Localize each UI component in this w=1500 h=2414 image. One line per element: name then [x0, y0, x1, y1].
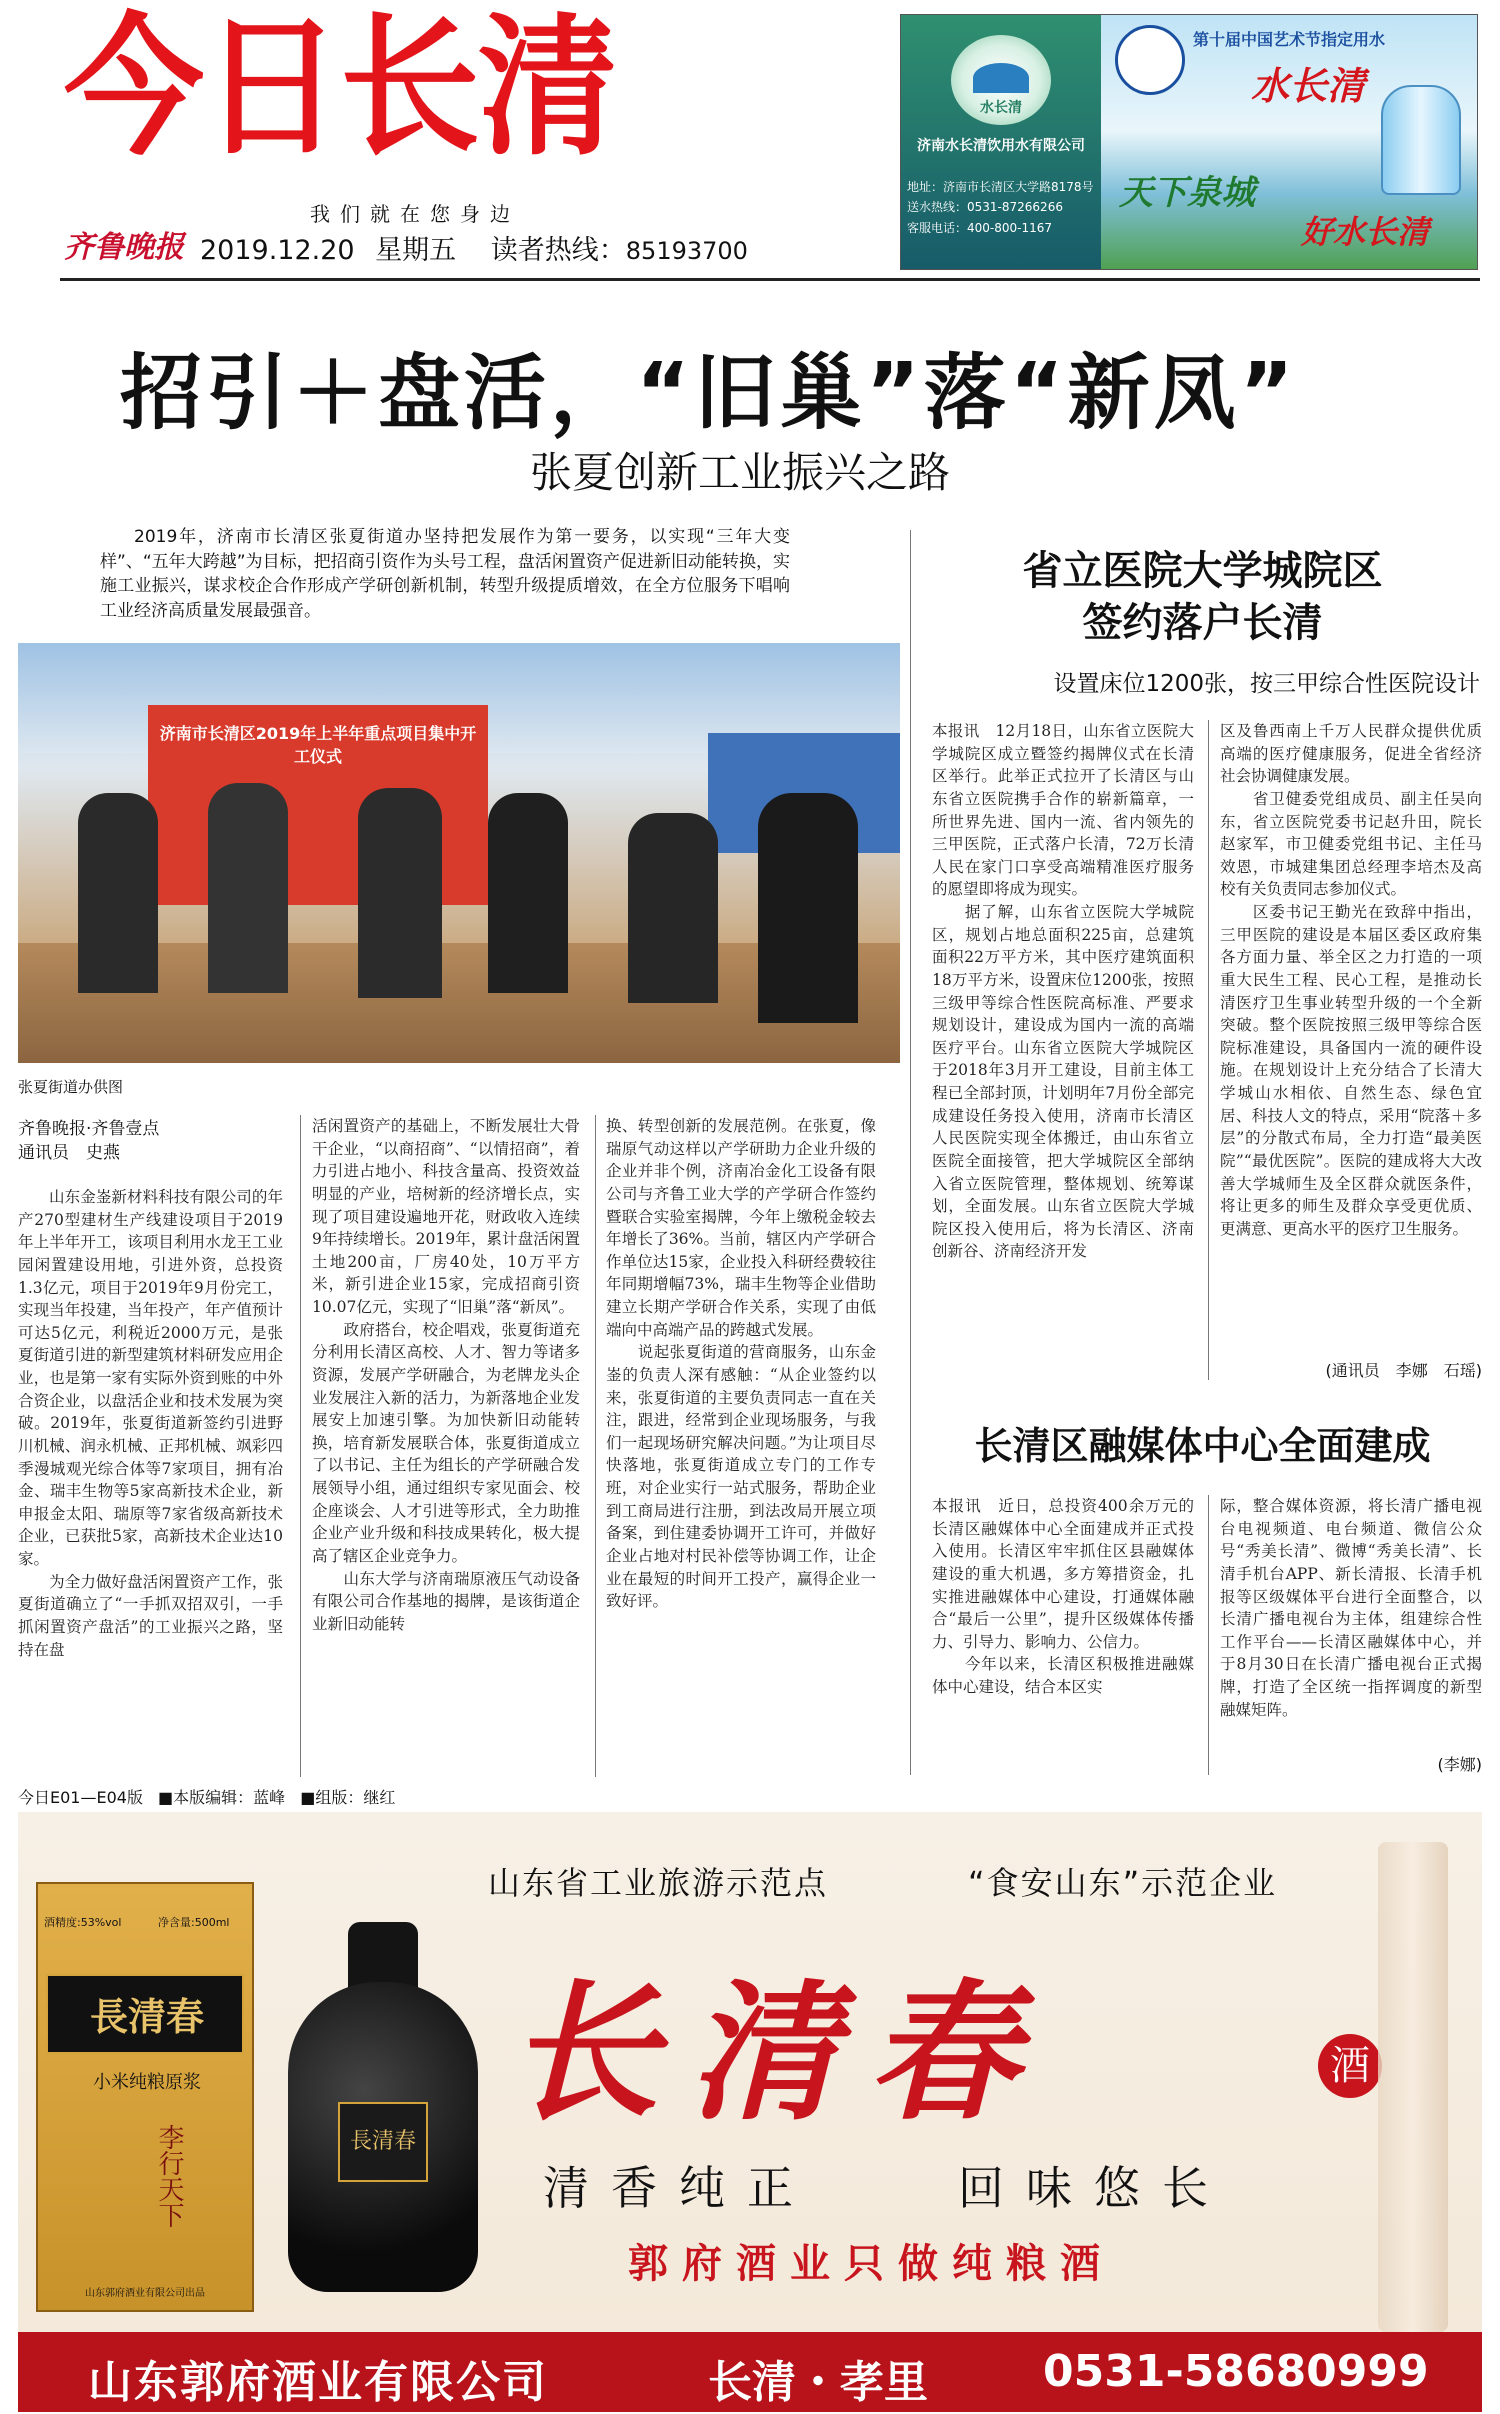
- edition-editor: ■本版编辑：蓝峰: [158, 1788, 286, 1807]
- water-logo-icon: [951, 35, 1051, 125]
- water-ad-scene-panel: [1101, 15, 1478, 270]
- address-label: 地址：: [907, 180, 944, 194]
- ad-brand-name: 长清春: [508, 1965, 1049, 2141]
- festival-emblem-icon: [1115, 25, 1185, 95]
- masthead-slogan: 我们就在您身边: [310, 202, 520, 226]
- edition-designer: ■组版：继红: [300, 1788, 396, 1807]
- column-divider: [300, 1115, 301, 1777]
- lead-column-1: 山东金崟新材料科技有限公司的年产270型建材生产线建设项目于2019年上半年开工，该项目利用水龙王工业园闲置建设用地，引进外资，总投资1.3亿元，项目于2019年9月份完工，实现当年投建，当年投产，年产值预计可达5亿元，利税近2000万元，是张夏街道引进的新型建筑材料研发应用企业，也是第一家有实际外资到账的中外合资企业，以盘活企业和技术发展为突破。2019年，张夏街道新签约引进野川机械、润永机械、正邦机械、飒彩四季漫城观光综合体等7家项目，拥有冶金、瑞丰生物等5家高新技术企业，新申报金太阳、瑞原等7家省级高新技术企业，已获批5家，高新技术企业达10家。 为全力做好盘活闲置资产工作，张夏街道确立了“一手抓双招双引，一手抓闲置资产盘活”的工业振兴之路，坚持在盘: [18, 1188, 283, 1659]
- ad-footer-location: 长清・孝里: [708, 2357, 928, 2408]
- mountain-icon: [973, 63, 1029, 93]
- issue-date: 2019.12.20: [200, 235, 355, 266]
- box-label: [46, 1974, 244, 2054]
- person-1: [78, 793, 158, 993]
- photo-caption: 张夏街道办供图: [18, 1078, 124, 1096]
- column-divider: [595, 1115, 596, 1777]
- huabiao-pillar-icon: [1378, 1842, 1448, 2332]
- media-column-2: 际，整合媒体资源，将长清广播电视台电视频道、电台频道、微信公众号“秀美长清”、微博“秀美长清”、长清手机台APP、新长清报、长清手机报等区级媒体平台进行全面整合，以长清广播电视台为主体，组建综合性工作平台——长清区融媒体中心，并于8月30日在长清广播电视台正式揭牌，打造了全区统一指挥调度的新型融媒矩阵。: [1220, 1497, 1482, 1719]
- lead-lede: 2019年，济南市长清区张夏街道办坚持把发展作为第一要务，以实现“三年大变样”、“五年大跨越”为目标，把招商引资作为头号工程，盘活闲置资产促进新旧动能转换，实施工业振兴，谋求校企合作形成产学研创新机制，转型升级提质增效，在全方位服务下唱响工业经济高质量发展最强音。: [100, 527, 790, 621]
- service-label: 客服电话：: [907, 220, 968, 235]
- box-volume: 净含量:500ml: [158, 1916, 230, 1929]
- paper-name-logo: [64, 222, 184, 266]
- byline-outlet: 齐鲁晚报·齐鲁壹点: [18, 1119, 160, 1139]
- byline-reporter: 通讯员 史燕: [18, 1142, 120, 1163]
- water-logo-text: 水长清: [980, 100, 1022, 116]
- box-subtitle: 小米纯粮原浆: [93, 2072, 201, 2093]
- ad-slogan-2: 回味悠长: [958, 2161, 1230, 2215]
- hospital-column-1: 本报讯 12月18日，山东省立医院大学城院区成立暨签约揭牌仪式在长清区举行。此举正式拉开了长清区与山东省立医院携手合作的崭新篇章，一所世界先进、国内一流、省内领先的三甲医院，正式落户长清，72万长清人民在家门口享受高端精准医疗服务的愿望即将成为现实。 据了解，山东省立医院大学城院区，规划占地总面积225亩，总建筑面积22万平方米，其中医疗建筑面积18万平方米，设置床位1200张，按照三级甲等综合性医院高标准、严要求规划设计，建设成为国内一流的高端医疗平台。山东省立医院大学城院区于2018年3月开工建设，目前主体工程已全部封顶，计划明年7月份全部完成建设任务投入使用，济南市长清区人民医院实现全体搬迁，由山东省立医院全面接管，把大学城院区全部纳入省立医院管理，整体规划、统筹谋划，全面发展。山东省立医院大学城院区投入使用后，将为长清区、济南创新谷、济南经济开发: [932, 722, 1194, 1261]
- date-line: [200, 228, 748, 267]
- masthead-title: 今日长清: [64, 0, 616, 176]
- lead-column-3: 换、转型创新的发展范例。在张夏，像瑞原气动这样以产学研助力企业升级的企业并非个例，济南冶金化工设备有限公司与齐鲁工业大学的产学研合作签约暨联合实验室揭牌，今年上缴税金较去年增长了36%。当前，辖区内产学研合作单位达15家，企业投入科研经费较往年同期增幅73%，瑞丰生物等企业借助建立长期产学研合作关系，实现了由低端向中高端产品的跨越式发展。 说起张夏街道的营商服务，山东金崟的负责人深有感触：“从企业签约以来，张夏街道的主要负责同志一直在关注，跟进，经常到企业现场服务，与我们一起现场研究解决问题。”为让项目尽快落地，张夏街道成立专门的工作专班，对企业实行一站式服务，帮助企业到工商局进行注册，到法改局开展立项备案，到住建委协调开工许可，并做好企业占地对村民补偿等协调工作，让企业在最短的时间开工投产，赢得企业一致好评。: [606, 1117, 876, 1611]
- water-contact-block: [907, 177, 1097, 238]
- hotline-number: 85193700: [625, 237, 748, 265]
- lead-subheadline: 张夏创新工业振兴之路: [530, 448, 951, 497]
- lead-column-2: 活闲置资产的基础上，不断发展壮大骨干企业，“以商招商”、“以情招商”，着力引进占地小、科技含量高、投资效益明显的产业，培树新的经济增长点，实现了项目建设遍地开花，财政收入连续9年持续增长。2019年，累计盘活闲置土地200亩，厂房40处，10万平方米，新引进企业15家，完成招商引资10.07亿元，实现了“旧巢”落“新凤”。 政府搭台，校企唱戏，张夏街道充分利用长清区高校、人才、智力等诸多资源，发展产学研融合，为老牌龙头企业发展注入新的活力，为新落地企业发展安上加速引擎。为加快新旧动能转换，培育新发展联合体，张夏街道成立了以书记、主任为组长的产学研融合发展领导小组，通过组织专家见面会、校企座谈会、人才引进等形式，全力助推企业产业升级和科技成果转化，极大提高了辖区企业竞争力。 山东大学与济南瑞原液压气动设备有限公司合作基地的揭牌，是该街道企业新旧动能转: [312, 1117, 580, 1633]
- person-3: [358, 788, 442, 998]
- person-6: [758, 793, 858, 1023]
- hospital-headline-line-2: 签约落户长清: [1082, 600, 1323, 646]
- liquor-advertisement: [18, 1812, 1482, 2412]
- masthead-rule: [60, 278, 1480, 281]
- water-slogan-right: 好水长清: [1301, 213, 1430, 251]
- edition-line: [18, 1785, 395, 1808]
- bottle-label: [338, 2102, 428, 2182]
- groundbreaking-photo: [18, 643, 900, 1063]
- ad-footer-company: 山东郭府酒业有限公司: [88, 2357, 548, 2408]
- water-bottle-icon: [1381, 85, 1461, 195]
- delivery-phone: 0531-87266266: [967, 200, 1063, 215]
- water-company-name: 济南水长清饮用水有限公司: [917, 138, 1085, 154]
- ad-tagline-food-safety: “食安山东”示范企业: [968, 1864, 1278, 1902]
- festival-designation: 第十届中国艺术节指定用水: [1193, 30, 1386, 49]
- column-divider: [1208, 1495, 1209, 1775]
- media-credit: (李娜): [1437, 1755, 1482, 1774]
- hospital-headline: [925, 545, 1480, 649]
- water-advertisement: [900, 14, 1478, 270]
- person-2: [208, 783, 288, 993]
- box-abv: 酒精度:53%vol: [44, 1916, 122, 1929]
- gift-box: [36, 1882, 254, 2312]
- box-maker: 山东郭府酒业有限公司出品: [85, 2288, 205, 2299]
- hotline-label: 读者热线：: [490, 235, 626, 266]
- service-phone: 400-800-1167: [967, 220, 1053, 235]
- media-headline: 长清区融媒体中心全面建成: [974, 1424, 1431, 1468]
- box-brand: 長清春: [89, 1994, 204, 2039]
- person-5: [628, 813, 718, 1003]
- hospital-column-2: 区及鲁西南上千万人民群众提供优质高端的医疗健康服务，促进全省经济社会协调健康发展。 省卫健委党组成员、副主任吴向东，省立医院党委书记赵升田，院长赵家军，市卫健委党组书记、主任马效恩，市城建集团总经理李培杰及高校有关负责同志参加仪式。 区委书记王勤光在致辞中指出，三甲医院的建设是本届区委区政府集各方面力量、举全区之力打造的一项重大民生工程、民心工程，是推动长清医疗卫生事业转型升级的一个全新突破。整个医院按照三级甲等综合医院标准建设，具备国内一流的硬件设施。在规划设计上充分结合了长清大学城山水相依、自然生态、绿色宜居、科技人文的特点，采用“院落＋多层”的分散式布局，全力打造“最美医院”“最优医院”。医院的建成将大大改善大学城师生及全区群众就医条件，将让更多的师生及群众享受更优质、更满意、更高水平的医疗卫生服务。: [1220, 722, 1482, 1238]
- ad-slogan-3: 郭府酒业只做纯粮酒: [628, 2240, 1114, 2287]
- ad-slogan-1: 清香纯正: [543, 2161, 815, 2215]
- section-divider: [910, 530, 911, 1775]
- box-calligraphy: 李行天下: [154, 2124, 184, 2228]
- water-slogan-left: 天下泉城: [1119, 173, 1255, 213]
- column-divider: [1208, 720, 1209, 1380]
- ad-brand-mark: 酒: [1318, 2034, 1382, 2098]
- hospital-credit: (通讯员 李娜 石瑶): [1325, 1361, 1482, 1380]
- hospital-subheadline: 设置床位1200张，按三甲综合性医院设计: [1053, 671, 1480, 697]
- water-ad-company-panel: [901, 15, 1101, 270]
- ad-tagline-industrial: 山东省工业旅游示范点: [488, 1864, 829, 1902]
- hospital-headline-line-1: 省立医院大学城院区: [1022, 548, 1383, 594]
- bottle-label-text: 長清春: [349, 2129, 416, 2154]
- paper-name: 齐鲁晚报: [64, 230, 184, 265]
- address-value: 济南市长清区大学路8178号: [943, 180, 1094, 194]
- lead-byline: [18, 1118, 283, 1166]
- water-brand: 水长清: [1251, 63, 1366, 108]
- event-banner-text: 济南市长清区2019年上半年重点项目集中开工仪式: [159, 724, 477, 766]
- person-4: [488, 793, 568, 993]
- liquor-bottle: [288, 1982, 478, 2292]
- lead-headline: 招引＋盘活，“旧巢”落“新凤”: [120, 346, 1298, 441]
- ad-footer-bar: [18, 2332, 1482, 2412]
- media-column-1: 本报讯 近日，总投资400余万元的长清区融媒体中心全面建成并正式投入使用。长清区牢牢抓住区县融媒体建设的重大机遇，多方筹措资金，扎实推进融媒体中心建设，打通媒体融合“最后一公里”，提升区级媒体传播力、引导力、影响力、公信力。 今年以来，长清区积极推进融媒体中心建设，结合本区实: [932, 1497, 1194, 1696]
- delivery-label: 送水热线：: [907, 200, 968, 215]
- ad-footer-phone: 0531-58680999: [1043, 2346, 1429, 2397]
- issue-weekday: 星期五: [375, 235, 457, 266]
- edition-pages: 今日E01—E04版: [18, 1788, 143, 1807]
